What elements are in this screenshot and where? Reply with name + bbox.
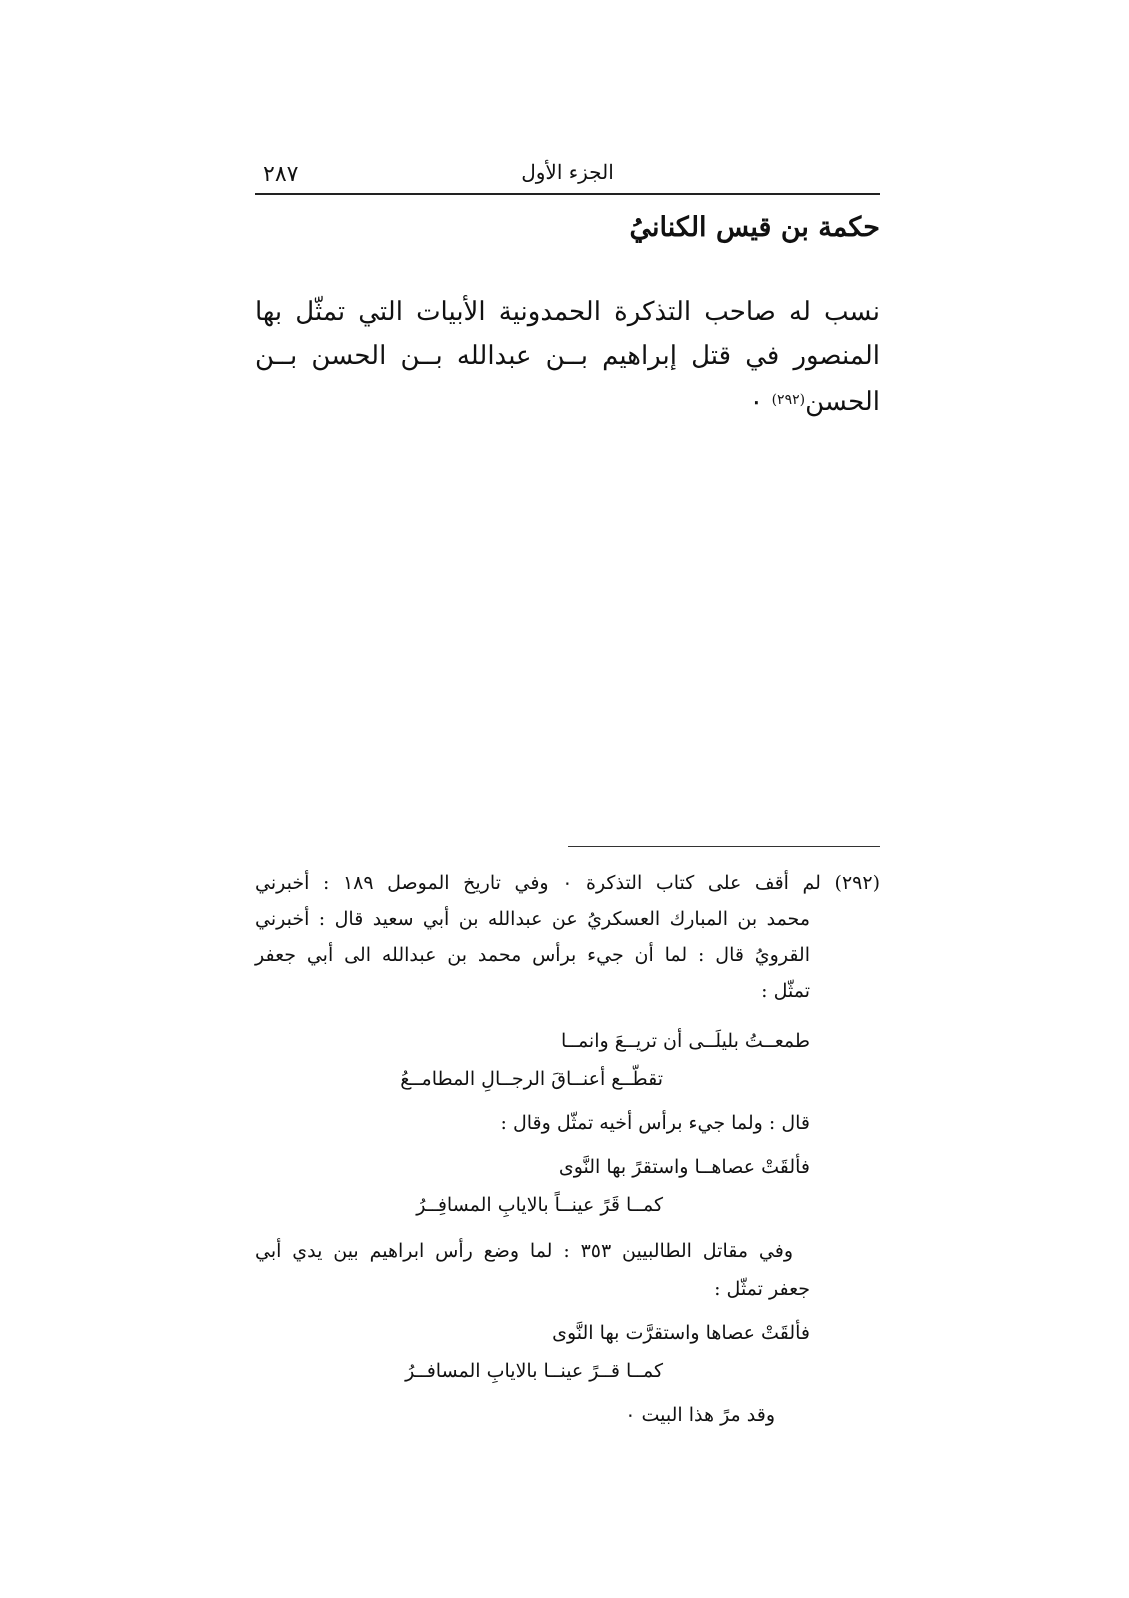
footnote-line: تمثّل : — [761, 980, 810, 1002]
body-text: نسب له صاحب التذكرة الحمدونية الأبيات التي تمثّل بها المنصور في قتل إبراهيم بــن عبدالله بــن الحسن بــن الحسن — [255, 297, 880, 417]
body-paragraph — [255, 290, 880, 424]
paragraph-end-mark: ٠ — [749, 387, 772, 417]
footnote-line: وفي مقاتل الطالبيين ٣٥٣ : لما وضع رأس ابراهيم بين يدي أبي — [255, 1240, 793, 1262]
running-header — [255, 158, 880, 192]
verse-line: كمــا قــرً عينــا بالايابِ المسافــرُ — [405, 1360, 663, 1382]
header-rule — [255, 193, 880, 195]
footnote-line: قال : ولما جيء برأس أخيه تمثّل وقال : — [500, 1112, 810, 1134]
verse-line: طمعــتُ بليلَــى أن تريــعَ وانمــا — [561, 1030, 810, 1052]
verse-line: فألقَتْ عصاها واستقرَّت بها النَّوى — [552, 1322, 810, 1344]
footnote-reference: (٢٩٢) — [771, 392, 806, 408]
page-number: ٢٨٧ — [263, 162, 299, 187]
footnote-line: (٢٩٢) لم أقف على كتاب التذكرة ٠ وفي تاريخ الموصل ١٨٩ : أخبرني — [255, 872, 880, 894]
footnote-line: القرويُ قال : لما أن جيء برأس محمد بن عبدالله الى أبي جعفر — [255, 944, 810, 966]
footnote-line: محمد بن المبارك العسكريُ عن عبدالله بن أبي سعيد قال : أخبرني — [255, 908, 810, 930]
footnote-line: وقد مرً هذا البيت ٠ — [625, 1404, 775, 1426]
running-title: الجزء الأول — [521, 160, 614, 184]
verse-line: كمــا قَرً عينــاً بالايابِ المسافِــرُ — [416, 1194, 663, 1216]
footnote-rule — [568, 846, 880, 847]
verse-line: تقطّــع أعنــاقَ الرجــالِ المطامــعُ — [400, 1068, 663, 1090]
verse-line: فألقَتْ عصاهــا واستقرً بها النَّوى — [558, 1156, 810, 1178]
footnote-line: جعفر تمثّل : — [714, 1278, 810, 1300]
entry-title: حكمة بن قيس الكنانيُ — [629, 212, 880, 243]
